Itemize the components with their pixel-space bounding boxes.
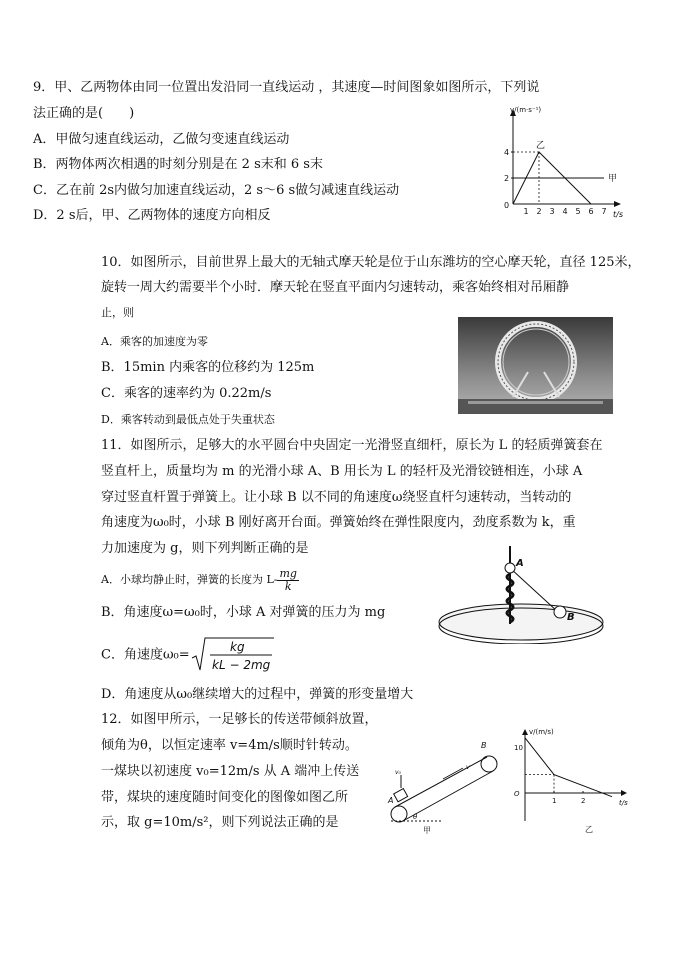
ferris-wheel-photo: [458, 317, 613, 414]
q9-legend-yi: 乙: [536, 141, 546, 151]
q10-option-d: D．乘客转动到最低点处于失重状态: [101, 413, 275, 426]
q11-option-c-den: kL − 2mg: [211, 658, 270, 672]
q9-y-tick-label: 2: [504, 174, 510, 183]
sqrt-sign-icon: [190, 636, 274, 674]
q10-stem-line1: 10．如图所示，目前世界上最大的无轴式摩天轮是位于山东潍坊的空心摩天轮，直径 125米，: [101, 255, 641, 270]
q9-option-d: D．2 s后，甲、乙两物体的速度方向相反: [33, 208, 271, 223]
q12-x-label: t/s: [619, 799, 628, 807]
q9-x-tick-label: 1: [523, 207, 529, 216]
q11-stem-line4: 角速度为ω₀时，小球 B 刚好离开台面。弹簧始终在弹性限度内，劲度系数为 k，重: [101, 515, 576, 530]
q12-stem-line2: 倾角为θ，以恒定速率 v=4m/s顺时针转动。: [101, 738, 358, 753]
q9-x-tick-label: 5: [575, 207, 581, 216]
q12-x-tick-label: 2: [581, 797, 586, 805]
q10-stem-line3: 止，则: [101, 306, 134, 319]
q9-stem-line1: 9．甲、乙两物体由同一位置出发沿同一直线运动 ，其速度—时间图象如图所示，下列说: [33, 80, 540, 95]
coal-block: [394, 789, 408, 802]
q11-option-c: [101, 636, 274, 674]
q9-x-arrow: [614, 201, 621, 207]
q9-stem-line2: 法正确的是( ): [33, 106, 135, 121]
q12-conveyor-figure: [383, 735, 503, 835]
q9-x-tick-label: 7: [601, 207, 607, 216]
q9-option-a: A．甲做匀速直线运动，乙做匀变速直线运动: [33, 132, 290, 147]
belt-label-b: B: [481, 741, 487, 750]
q11-stem-line3: 穿过竖直杆置于弹簧上。让小球 B 以不同的角速度ω绕竖直杆匀速转动，当转动的: [101, 490, 572, 505]
q10-stem-line2: 旋转一周大约需要半个小时．摩天轮在竖直平面内匀速转动，乘客始终相对吊厢静: [101, 280, 570, 295]
q12-stem-line1: 12．如图甲所示，一足够长的传送带倾斜放置，: [101, 712, 378, 727]
q12-y-label: v/(m/s): [529, 728, 554, 736]
q12-x-tick-label: 1: [552, 797, 557, 805]
q11-option-a-fraction: [277, 568, 298, 593]
q9-option-c: C．乙在前 2s内做匀加速直线运动，2 s～6 s做匀减速直线运动: [33, 183, 400, 198]
ball-a: [505, 563, 515, 573]
q10-option-b: B．15min 内乘客的位移约为 125m: [101, 360, 315, 375]
belt-label-a: A: [388, 796, 394, 805]
q11-option-a-num: mg: [279, 566, 297, 580]
q12-stem-line4: 带，煤块的速度随时间变化的图像如图乙所: [101, 790, 349, 805]
q12-origin: O: [514, 790, 520, 798]
q11-stem-line5: 力加速度为 g，则下列判断正确的是: [101, 541, 309, 556]
pulley-a: [391, 806, 407, 822]
fig-label-jia: 甲: [423, 826, 431, 835]
q11-option-c-num: kg: [229, 640, 245, 654]
q11-option-b: B．角速度ω=ω₀时，小球 A 对弹簧的压力为 mg: [101, 605, 386, 620]
q11-option-c-sqrt: [190, 636, 274, 674]
q11-option-a-den: k: [284, 579, 292, 593]
fig-label-yi: 乙: [585, 825, 593, 834]
q12-stem-line5: 示，取 g=10m/s²，则下列说法正确的是: [101, 815, 339, 830]
q9-y-tick-label: 4: [504, 148, 510, 157]
q11-option-a: [101, 566, 299, 594]
q9-x-tick-label: 6: [588, 207, 594, 216]
q12-series-line: [525, 738, 612, 797]
q11-stem-line1: 11．如图所示，足够大的水平圆台中央固定一光滑竖直细杆，原长为 L 的轻质弹簧套在: [101, 438, 603, 453]
q9-x-label: t/s: [613, 210, 623, 219]
q9-option-b: B．两物体两次相遇的时刻分别是在 2 s末和 6 s末: [33, 157, 323, 172]
q9-origin: 0: [504, 201, 510, 210]
label-b: B: [567, 612, 575, 623]
belt-label-v: v: [466, 764, 470, 771]
q12-y-tick-label: 10: [514, 744, 523, 752]
q11-option-c-text: C．角速度ω₀=: [101, 647, 190, 663]
ball-b: [554, 606, 566, 618]
turntable: [439, 604, 603, 640]
q9-y-label: v/(m·s⁻¹): [510, 106, 542, 114]
q12-vt-chart: [505, 726, 635, 836]
q12-stem-line3: 一煤块以初速度 v₀=12m/s 从 A 端冲上传送: [101, 764, 360, 779]
q9-x-tick-label: 4: [562, 207, 568, 216]
q10-option-c: C．乘客的速率约为 0.22m/s: [101, 386, 272, 401]
q9-legend-jia: 甲: [608, 174, 618, 184]
q11-stem-line2: 竖直杆上，质量均为 m 的光滑小球 A、B 用长为 L 的轻杆及光滑铰链相连，小球 A: [101, 464, 583, 479]
q10-option-a: A．乘客的加速度为零: [101, 335, 208, 348]
belt-label-theta: θ: [413, 813, 418, 821]
pulley-b: [481, 756, 497, 772]
q11-option-a-text: A．小球均静止时，弹簧的长度为 L-: [101, 573, 278, 586]
q11-spring-figure: [436, 542, 606, 644]
belt-v-arrow: [443, 768, 463, 779]
q12-y-arrow: [522, 729, 528, 735]
q9-x-tick-label: 3: [549, 207, 555, 216]
q12-x-arrow: [621, 790, 627, 796]
q9-x-tick-label: 2: [536, 207, 542, 216]
belt-label-v0: v₀: [395, 769, 401, 776]
q9-vt-chart: [488, 104, 628, 219]
q11-option-d: D．角速度从ω₀继续增大的过程中，弹簧的形变量增大: [101, 687, 414, 702]
label-a: A: [516, 558, 524, 569]
